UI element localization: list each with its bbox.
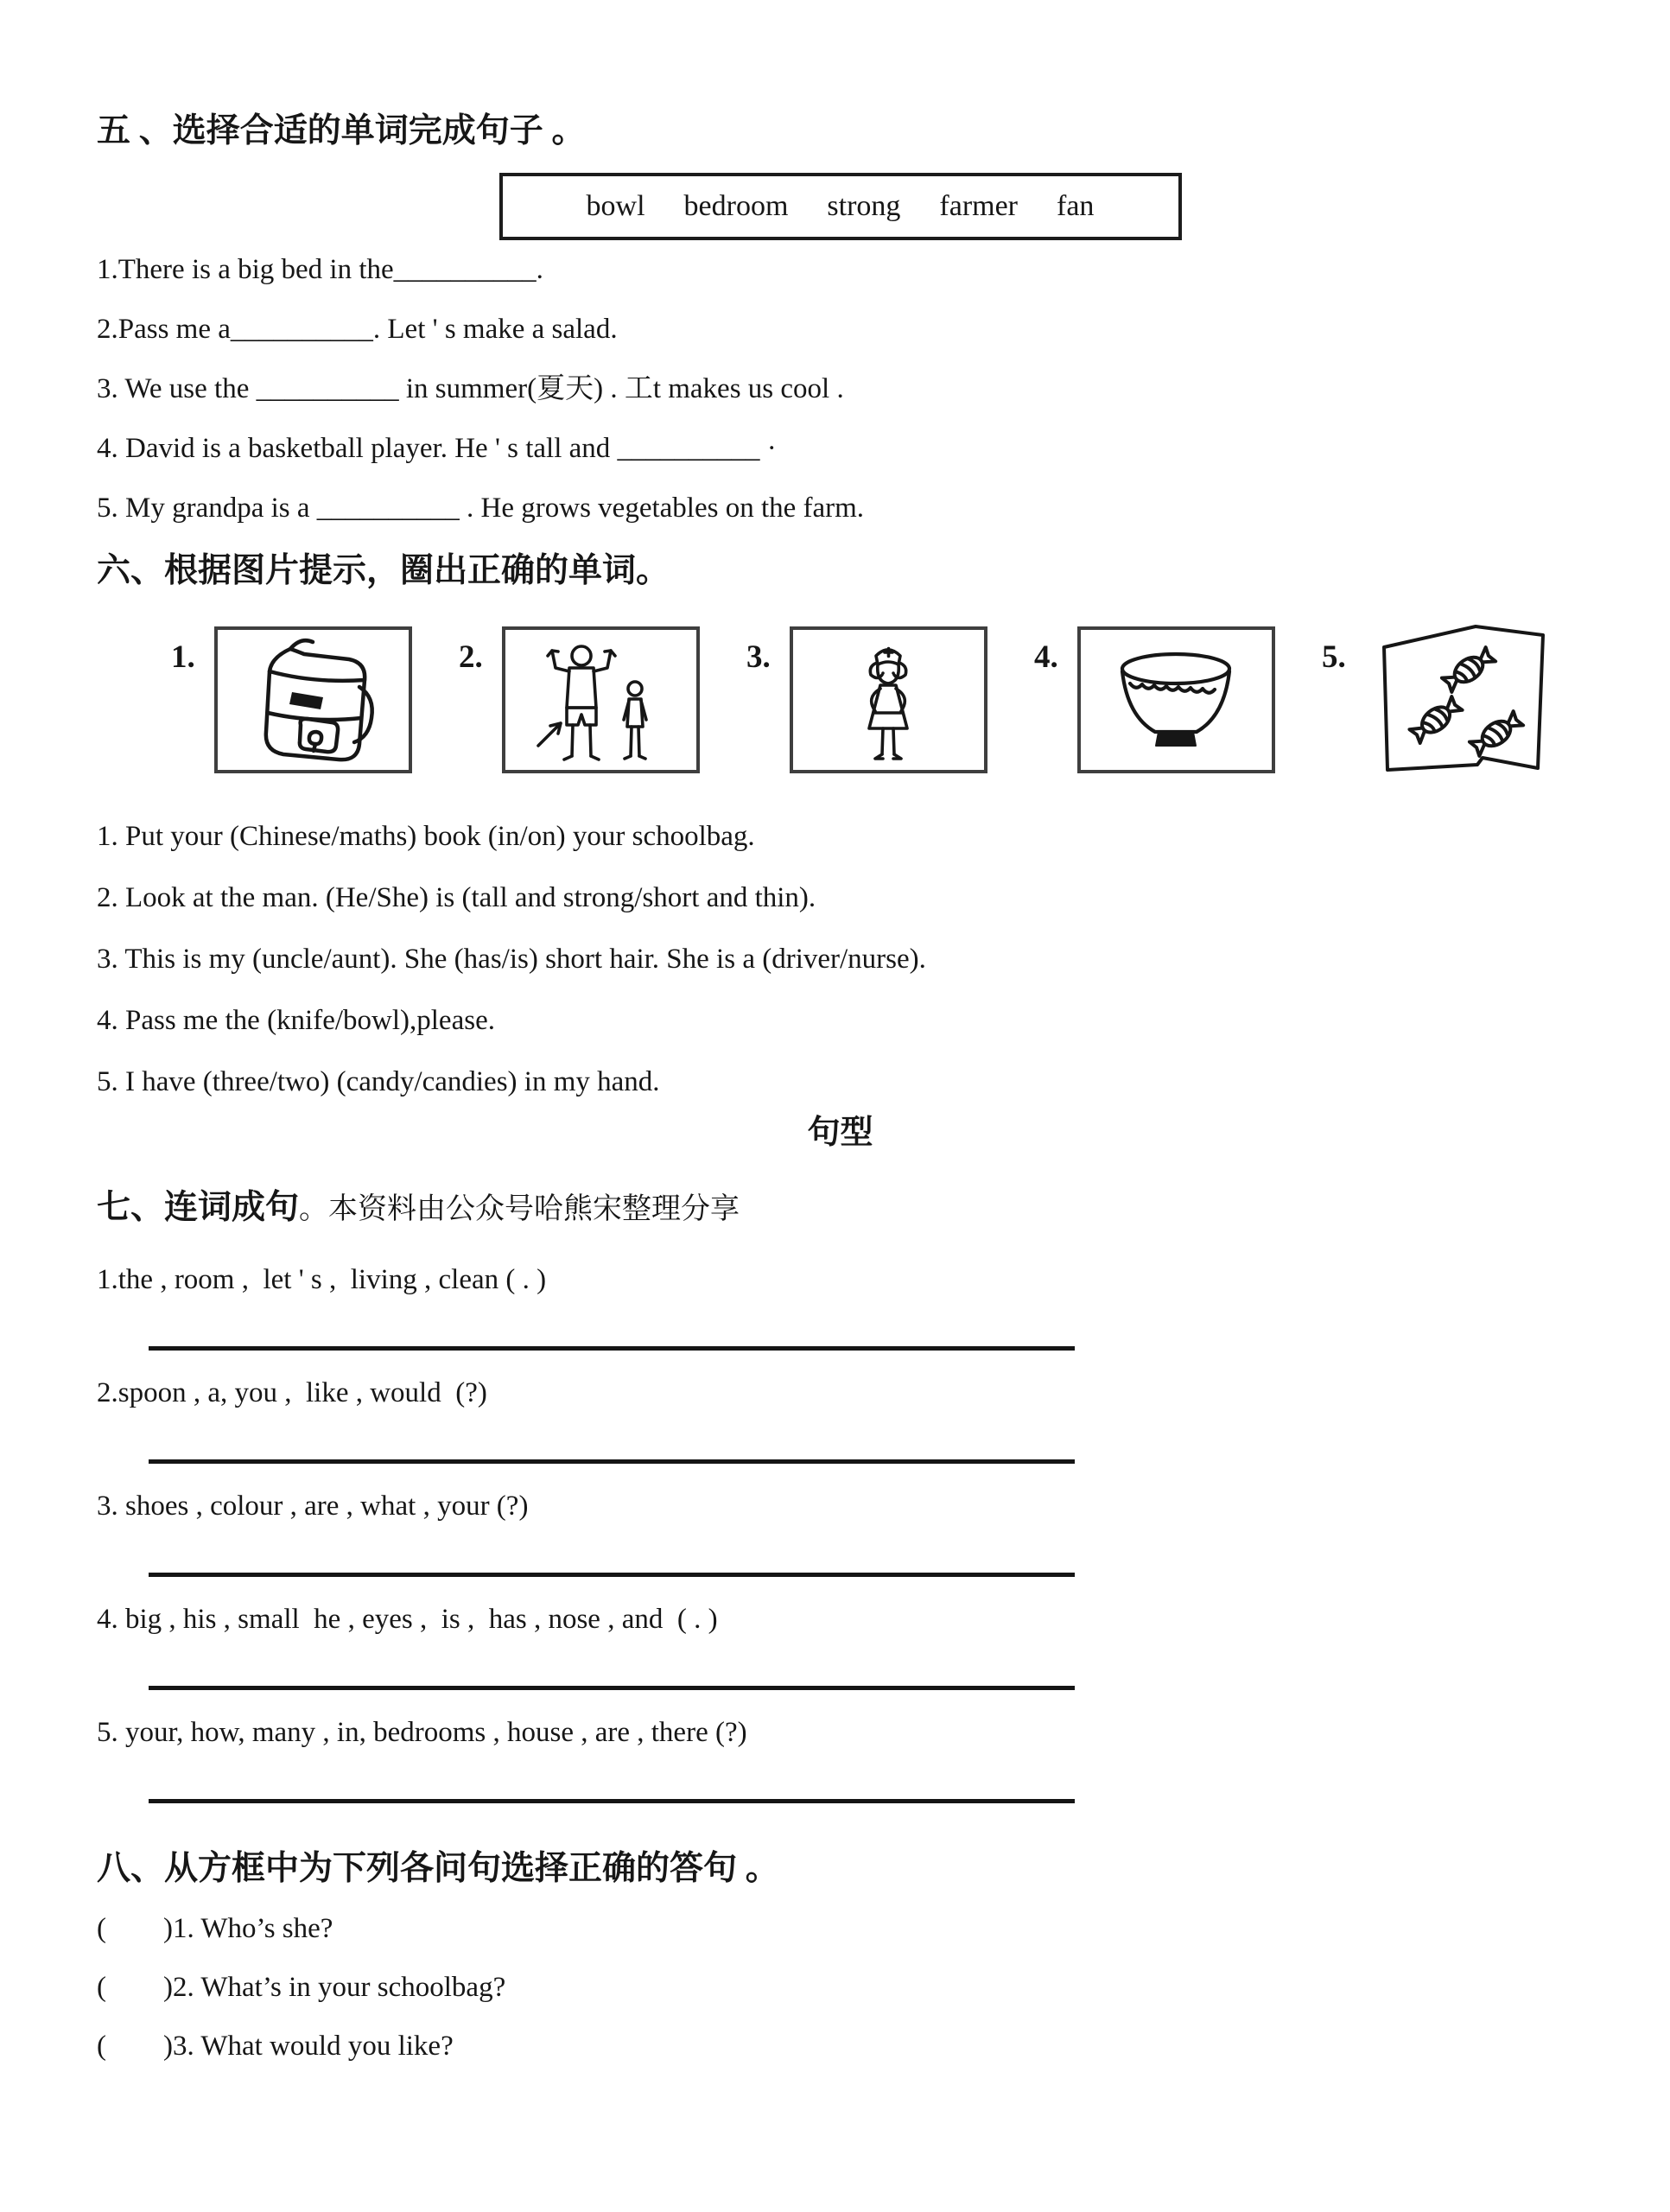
picture-item-1 bbox=[171, 626, 412, 773]
section7-source-note: 。本资料由公众号哈熊宋整理分享 bbox=[299, 1193, 740, 1225]
nurse-icon bbox=[793, 630, 984, 770]
section6-sentence: 2. Look at the man. (He/She) is (tall and strong/short and thin). bbox=[97, 882, 816, 913]
picture-number: 2. bbox=[459, 639, 483, 675]
tall-short-men-icon bbox=[505, 630, 696, 770]
section6-sentence: 1. Put your (Chinese/maths) book (in/on) your schoolbag. bbox=[97, 821, 755, 852]
section5-sentence: 1.There is a big bed in the__________. bbox=[97, 254, 543, 285]
word-bank-item: farmer bbox=[939, 190, 1019, 222]
section6-title: 六、根据图片提示，圈出正确的单词。 bbox=[97, 552, 670, 589]
answer-line bbox=[149, 1346, 1075, 1351]
picture-number: 3. bbox=[746, 639, 771, 675]
section8-question: ( )1. Who’s she? bbox=[97, 1913, 333, 1944]
answer-line bbox=[149, 1573, 1075, 1577]
section6-sentence: 3. This is my (uncle/aunt). She (has/is) short hair. She is a (driver/nurse). bbox=[97, 944, 926, 975]
section7-item: 2.spoon , a, you , like , would (?) bbox=[97, 1377, 487, 1408]
word-bank-item: bowl bbox=[586, 190, 645, 222]
section7-item: 4. big , his , small he , eyes , is , has , nose , and ( . ) bbox=[97, 1604, 718, 1635]
picture-frame bbox=[1077, 626, 1275, 773]
section5-sentence: 3. We use the __________ in summer(夏天) . 工t makes us cool . bbox=[97, 373, 844, 404]
section6-sentence: 4. Pass me the (knife/bowl),please. bbox=[97, 1005, 495, 1036]
section8-title: 八、从方框中为下列各问句选择正确的答句 。 bbox=[97, 1850, 779, 1887]
section6-sentences bbox=[97, 806, 1584, 1113]
picture-item-5 bbox=[1322, 626, 1563, 780]
section6-sentence: 5. I have (three/two) (candy/candies) in my hand. bbox=[97, 1066, 660, 1097]
section5-title: 五 、选择合适的单词完成句子 。 bbox=[97, 112, 586, 149]
section7-item: 5. your, how, many , in, bedrooms , house , are , there (?) bbox=[97, 1717, 747, 1748]
section7-item: 3. shoes , colour , are , what , your (?) bbox=[97, 1491, 529, 1522]
bowl-icon bbox=[1081, 630, 1272, 770]
picture-number: 5. bbox=[1322, 639, 1346, 675]
picture-item-3 bbox=[746, 626, 987, 773]
subsection-heading-sentence-patterns: 句型 bbox=[807, 1115, 873, 1151]
word-bank-item: bedroom bbox=[683, 190, 789, 222]
word-bank-item: strong bbox=[827, 190, 901, 222]
section5-sentence: 4. David is a basketball player. He ' s tall and __________ · bbox=[97, 433, 777, 464]
section5-sentences bbox=[97, 240, 1584, 538]
picture-frame bbox=[214, 626, 412, 773]
section8-question: ( )2. What’s in your schoolbag? bbox=[97, 1972, 506, 2003]
answer-line bbox=[149, 1799, 1075, 1803]
section8-question: ( )3. What would you like? bbox=[97, 2031, 454, 2062]
word-bank-box bbox=[499, 173, 1182, 240]
schoolbag-icon bbox=[218, 630, 409, 770]
picture-number: 4. bbox=[1034, 639, 1058, 675]
section5-sentence: 5. My grandpa is a __________ . He grows vegetables on the farm. bbox=[97, 493, 865, 524]
section7-title bbox=[97, 1187, 1584, 1230]
picture-number: 1. bbox=[171, 639, 195, 675]
picture-frame bbox=[1365, 616, 1563, 780]
section7-item: 1.the , room , let ' s , living , clean ( . ) bbox=[97, 1264, 547, 1295]
picture-item-4 bbox=[1034, 626, 1275, 773]
answer-line bbox=[149, 1686, 1075, 1690]
word-bank-item: fan bbox=[1057, 190, 1095, 222]
answer-line bbox=[149, 1459, 1075, 1464]
picture-frame bbox=[502, 626, 700, 773]
section5-sentence: 2.Pass me a__________. Let ' s make a salad. bbox=[97, 314, 618, 345]
picture-item-2 bbox=[459, 626, 700, 773]
section7-title-text: 七、连词成句 bbox=[97, 1189, 300, 1226]
candies-icon bbox=[1365, 616, 1559, 780]
picture-row bbox=[171, 626, 1584, 780]
picture-frame bbox=[790, 626, 987, 773]
